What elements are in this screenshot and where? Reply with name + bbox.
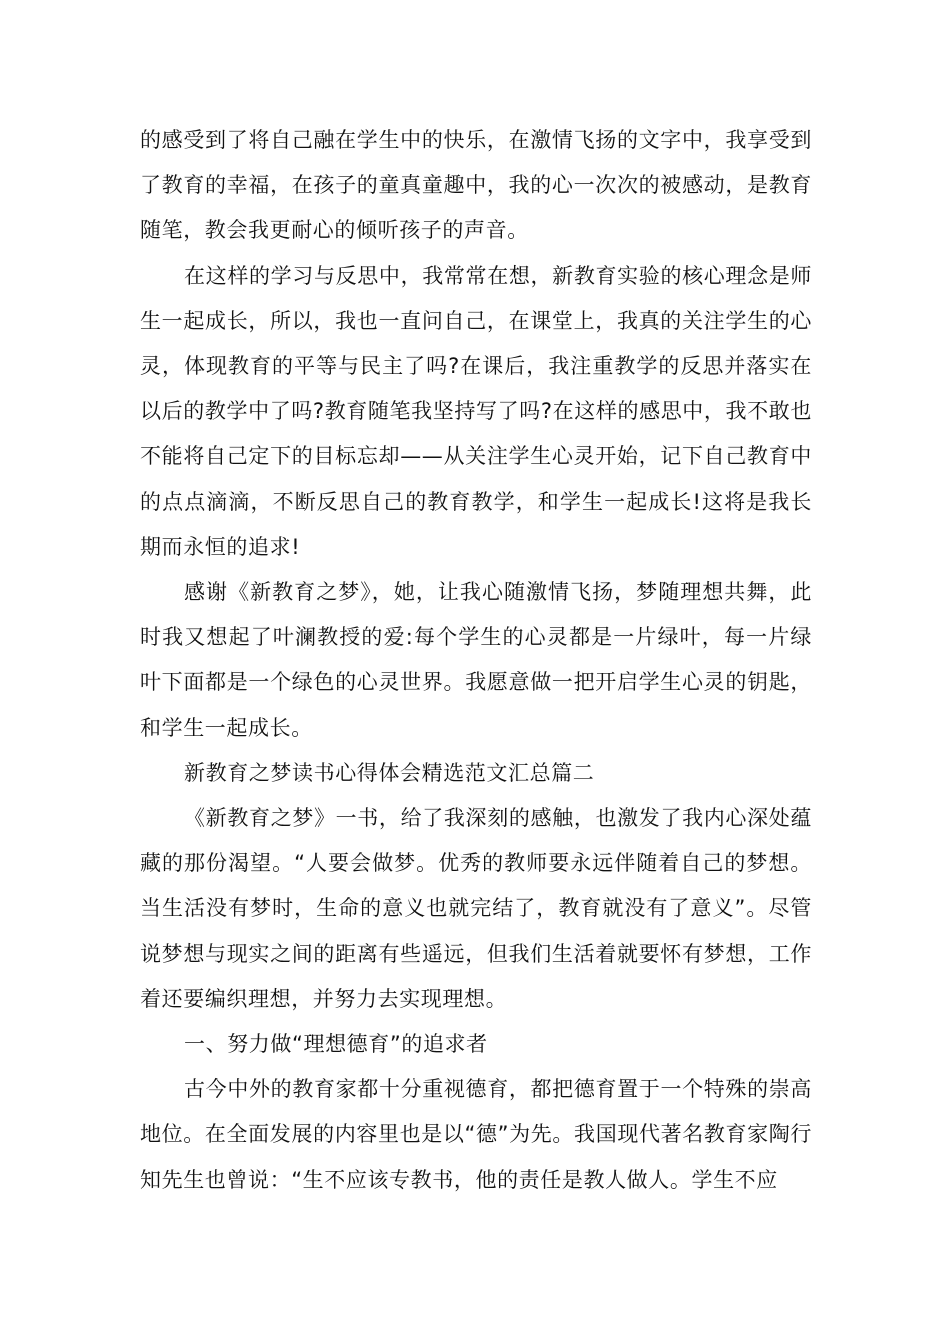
paragraph-intro: 《新教育之梦》一书，给了我深刻的感触，也激发了我内心深处蕴藏的那份渴望。“人要会做梦。优秀的教师要永远伴随着自己的梦想。当生活没有梦时，生命的意义也就完结了，教育就没有了意义”。尽管说梦想与现实之间的距离有些遥远，但我们生活着就要怀有梦想，工作着还要编织理想，并努力去实现理想。 <box>140 806 812 1011</box>
section-title: 新教育之梦读书心得体会精选范文汇总篇二 <box>184 760 595 785</box>
paragraph-gratitude: 感谢《新教育之梦》，她，让我心随激情飞扬，梦随理想共舞，此时我又想起了叶澜教授的爱:每个学生的心灵都是一片绿叶，每一片绿叶下面都是一个绿色的心灵世界。我愿意做一把开启学生心灵的钥匙，和学生一起成长。 <box>140 580 812 740</box>
document-body <box>140 118 812 1203</box>
paragraph-continued: 的感受到了将自己融在学生中的快乐，在激情飞扬的文字中，我享受到了教育的幸福，在孩子的童真童趣中，我的心一次次的被感动，是教育随笔，教会我更耐心的倾听孩子的声音。 <box>140 128 812 243</box>
paragraph-reflection: 在这样的学习与反思中，我常常在想，新教育实验的核心理念是师生一起成长，所以，我也一直问自己，在课堂上，我真的关注学生的心灵，体现教育的平等与民主了吗?在课后，我注重教学的反思并落实在以后的教学中了吗?教育随笔我坚持写了吗?在这样的感思中，我不敢也不能将自己定下的目标忘却——从关注学生心灵开始，记下自己教育中的点点滴滴，不断反思自己的教育教学，和学生一起成长!这将是我长期而永恒的追求! <box>140 263 812 559</box>
paragraph-moral-education: 古今中外的教育家都十分重视德育，都把德育置于一个特殊的崇高地位。在全面发展的内容里也是以“德”为先。我国现代著名教育家陶行知先生也曾说：“生不应该专教书，他的责任是教人做人。学生不应 <box>140 1077 812 1192</box>
section-heading: 一、努力做“理想德育”的追求者 <box>184 1032 488 1057</box>
